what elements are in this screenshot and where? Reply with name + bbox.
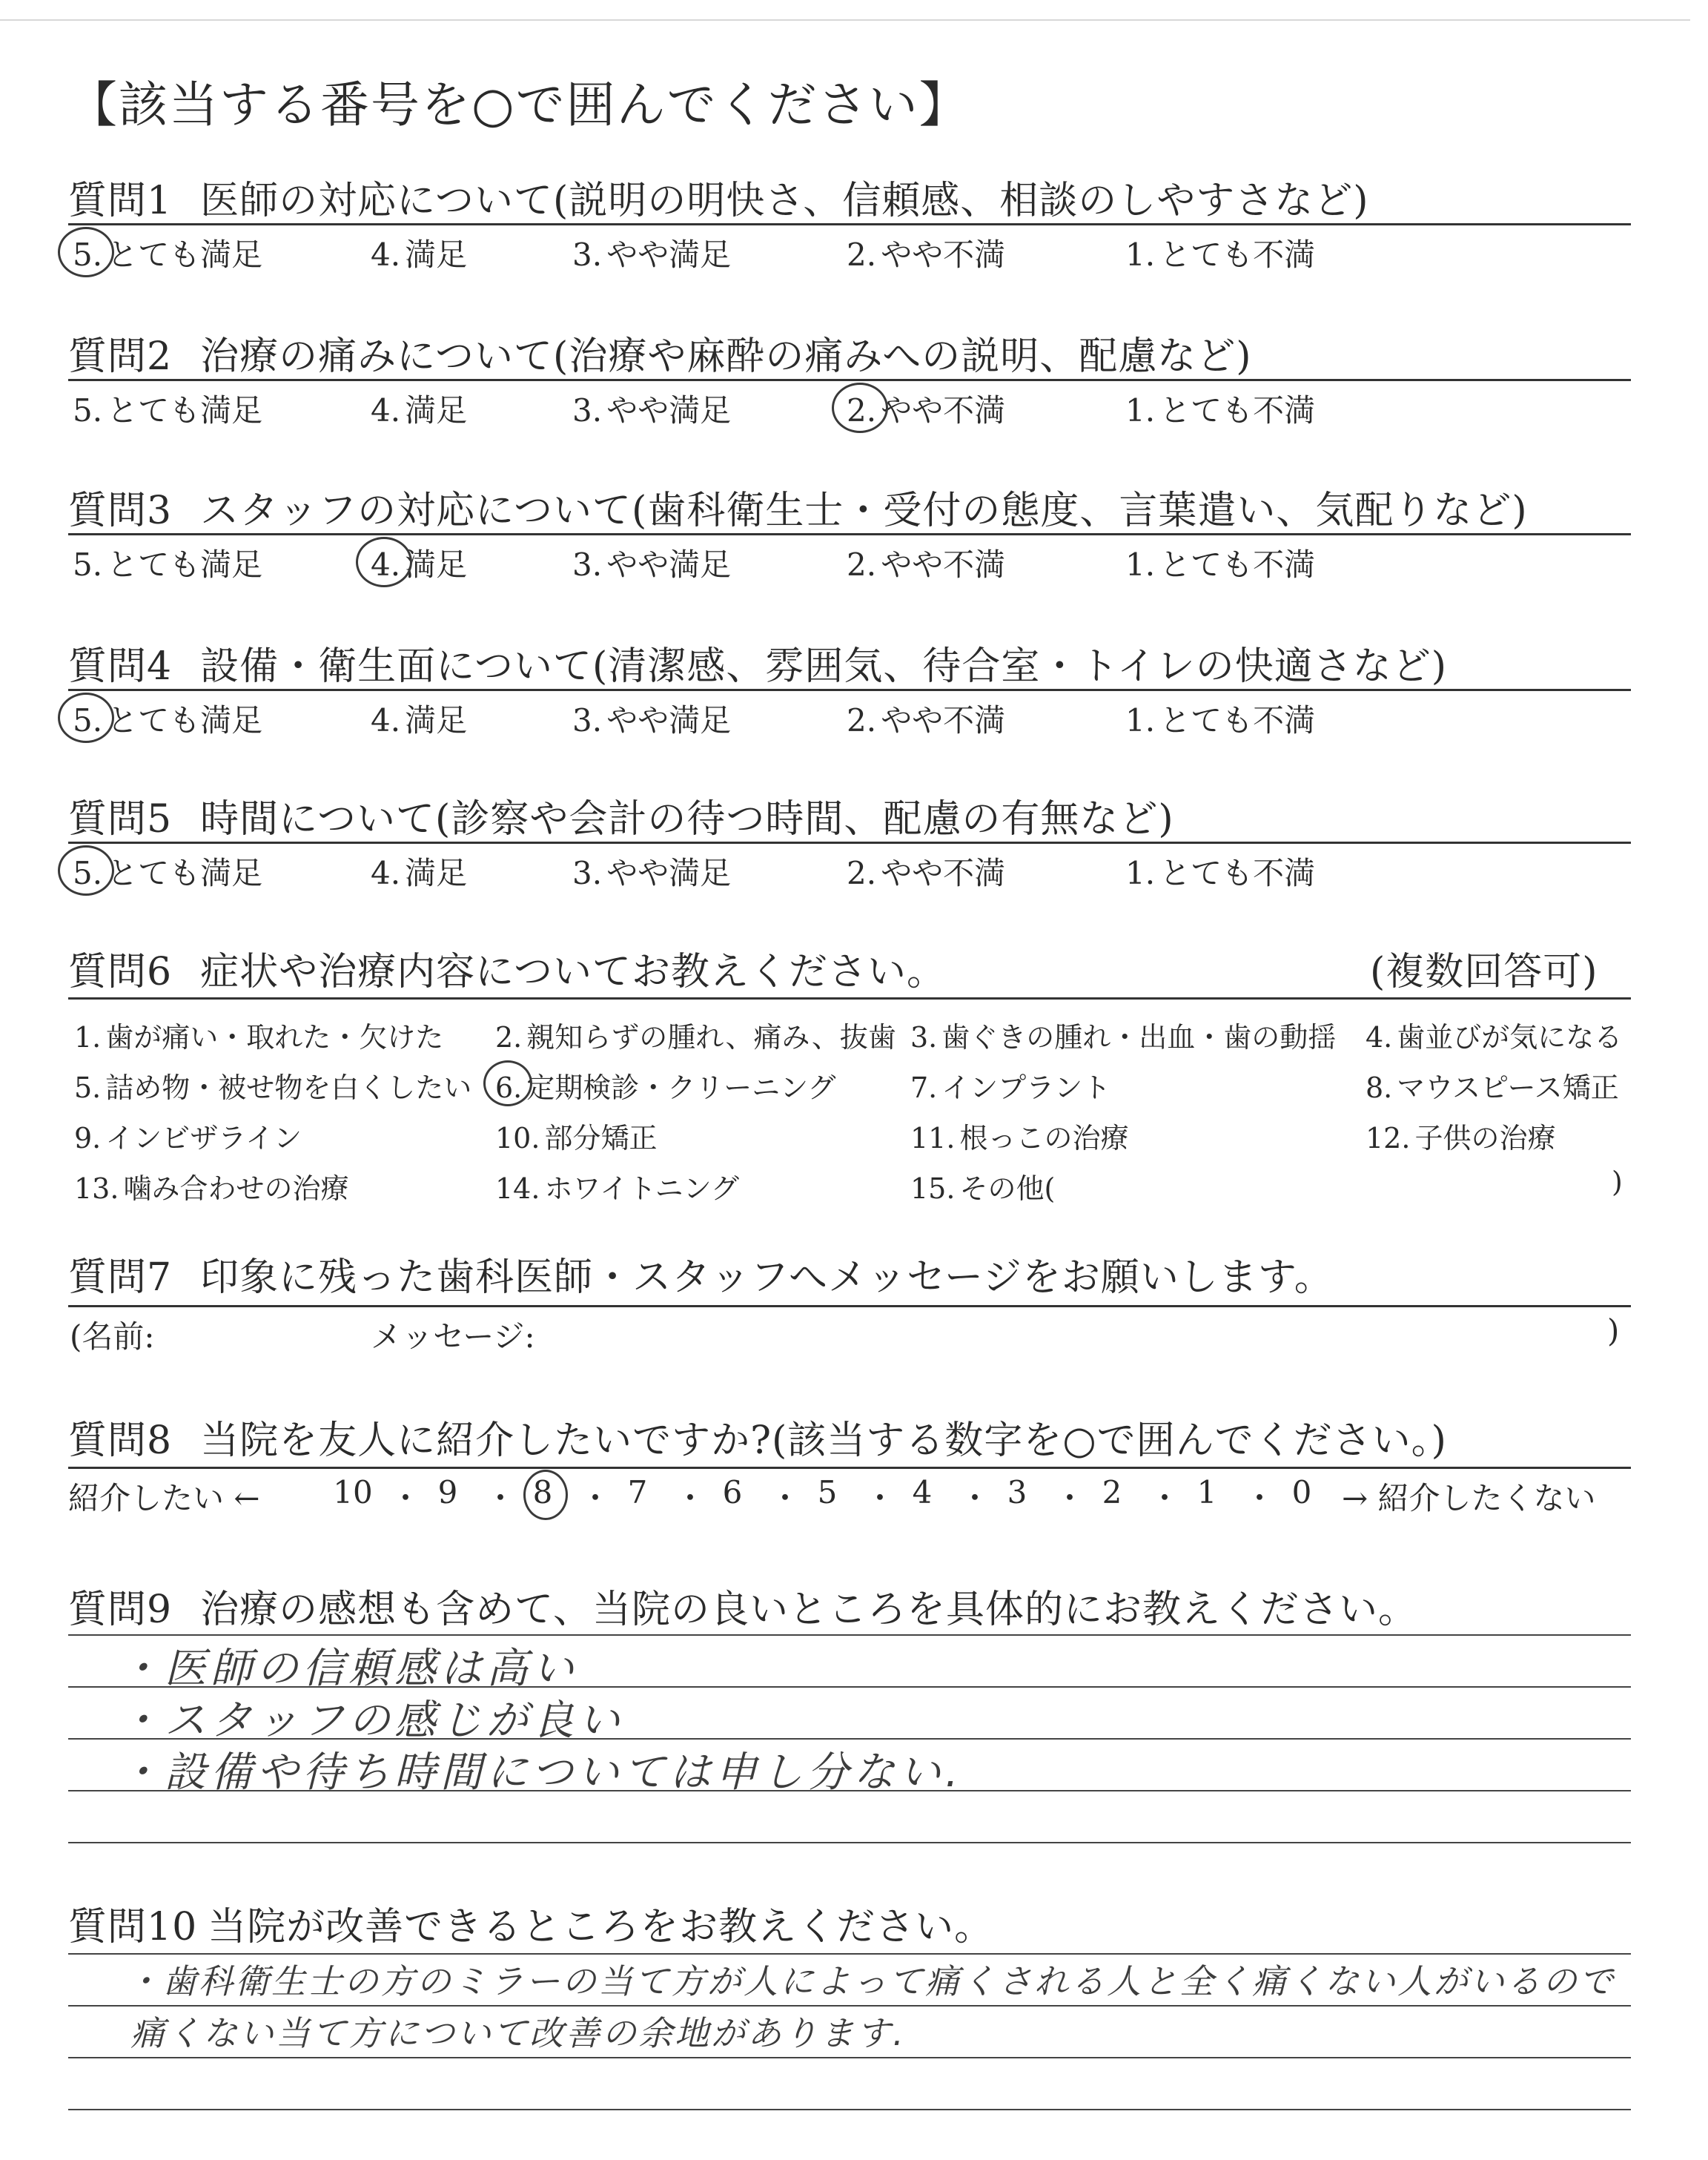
scale-value[interactable]: 4 xyxy=(912,1474,933,1510)
rating-option[interactable] xyxy=(572,541,731,585)
option-number: 1. xyxy=(74,1021,102,1054)
option-label: とても不満 xyxy=(1159,855,1316,891)
scale-dot: ・ xyxy=(485,1480,517,1516)
option-label: 根っこの治療 xyxy=(959,1122,1129,1155)
scale-dot: ・ xyxy=(1149,1480,1181,1516)
option-number: 2. xyxy=(495,1021,523,1054)
scale-value[interactable]: 3 xyxy=(1007,1474,1027,1510)
option-number: 3. xyxy=(572,855,603,891)
page-heading: 【該当する番号を○で囲んでください】 xyxy=(68,76,970,133)
option-label: ) xyxy=(1612,1166,1623,1198)
option-label: やや不満 xyxy=(881,546,1006,583)
question-number: 質問1 xyxy=(68,179,173,223)
symptom-option[interactable] xyxy=(910,1065,1110,1106)
option-label: とても不満 xyxy=(1159,237,1316,273)
option-number: 14. xyxy=(495,1172,540,1205)
symptom-option[interactable] xyxy=(74,1166,348,1206)
question-rule xyxy=(68,997,1631,1000)
question-text: スタッフの対応について(歯科衛生士・受付の態度、言葉遣い、気配りなど) xyxy=(200,489,1528,533)
scale-dot: ・ xyxy=(1054,1480,1086,1516)
option-label: とても満足 xyxy=(107,546,263,583)
option-number: 2. xyxy=(847,237,877,273)
scale-dot: ・ xyxy=(1244,1480,1276,1516)
option-label: とても不満 xyxy=(1159,546,1316,583)
symptom-option[interactable] xyxy=(495,1115,657,1156)
option-label: やや満足 xyxy=(606,855,732,891)
option-number: 5. xyxy=(74,1071,102,1104)
option-label: 満足 xyxy=(405,237,468,273)
symptom-option[interactable] xyxy=(1366,1115,1555,1156)
question-number: 質問8 xyxy=(68,1418,173,1463)
option-number: 2. xyxy=(847,392,877,429)
option-label: マウスピース矯正 xyxy=(1397,1071,1619,1104)
rating-option[interactable] xyxy=(1125,541,1315,585)
scale-value[interactable]: 10 xyxy=(333,1474,373,1510)
scale-dot: ・ xyxy=(769,1480,801,1516)
option-label: とても満足 xyxy=(107,237,263,273)
option-number: 4. xyxy=(371,855,401,891)
option-label: ホワイトニング xyxy=(544,1172,740,1205)
selection-circle xyxy=(58,227,114,277)
writing-line xyxy=(68,2057,1631,2058)
question-rule xyxy=(68,842,1631,844)
multiple-answers-note: (複数回答可) xyxy=(1370,950,1598,994)
option-number: 6. xyxy=(495,1071,523,1104)
question-text: 時間について(診察や会計の待つ時間、配慮の有無など) xyxy=(200,797,1174,842)
option-number: 4. xyxy=(371,237,401,273)
writing-line xyxy=(68,2109,1631,2110)
rating-option[interactable] xyxy=(371,231,467,275)
option-label: その他( xyxy=(959,1172,1056,1205)
question-1-title xyxy=(68,169,1369,225)
question-number: 質問5 xyxy=(68,797,173,842)
question-text: 印象に残った歯科医師・スタッフへメッセージをお願いします。 xyxy=(200,1255,1334,1300)
question-number: 質問4 xyxy=(68,644,173,689)
option-number: 1. xyxy=(1125,546,1156,583)
symptom-option[interactable] xyxy=(495,1014,896,1055)
recommend-left-label: 紹介したい ← xyxy=(68,1480,260,1516)
rating-option[interactable] xyxy=(1125,231,1315,275)
question-10-title xyxy=(68,1895,993,1951)
question-text: 治療の感想も含めて、当院の良いところを具体的にお教えください。 xyxy=(200,1588,1418,1632)
symptom-option[interactable] xyxy=(910,1014,1336,1055)
option-number: 12. xyxy=(1366,1122,1411,1155)
option-label: とても満足 xyxy=(107,702,263,739)
handwritten-answer: ・設備や待ち時間については申し分ない. xyxy=(119,1748,963,1797)
option-label: 歯が痛い・取れた・欠けた xyxy=(105,1021,444,1054)
option-number: 5. xyxy=(73,546,103,583)
handwritten-answer: ・医師の信頼感は高い xyxy=(119,1645,578,1693)
scale-value[interactable]: 9 xyxy=(437,1474,458,1510)
option-label: とても不満 xyxy=(1159,702,1316,739)
rating-option[interactable] xyxy=(1125,696,1315,741)
rating-option[interactable] xyxy=(73,386,262,431)
option-label: インプラント xyxy=(941,1071,1111,1104)
option-number: 4. xyxy=(371,546,401,583)
question-3-title xyxy=(68,479,1528,535)
rating-option[interactable] xyxy=(572,849,731,894)
symptom-option xyxy=(1607,1166,1623,1198)
option-number: 5. xyxy=(73,237,103,273)
symptom-option[interactable] xyxy=(74,1014,443,1055)
option-number: 3. xyxy=(910,1021,938,1054)
option-number: 5. xyxy=(73,392,103,429)
option-number: 2. xyxy=(847,546,877,583)
question-text: 症状や治療内容についてお教えください。 xyxy=(200,950,947,994)
option-number: 1. xyxy=(1125,237,1156,273)
question-9-title xyxy=(68,1578,1417,1634)
question-rule xyxy=(68,689,1631,691)
rating-option[interactable] xyxy=(572,696,731,741)
option-number: 5. xyxy=(73,855,103,891)
symptom-option[interactable] xyxy=(495,1065,836,1106)
option-number: 9. xyxy=(74,1122,102,1155)
selection-circle xyxy=(356,537,412,587)
option-number: 2. xyxy=(847,855,877,891)
selection-circle xyxy=(523,1470,568,1520)
option-label: とても満足 xyxy=(107,855,263,891)
question-number: 質問10 xyxy=(68,1905,198,1949)
rating-option[interactable] xyxy=(572,386,731,431)
option-label: インビザライン xyxy=(105,1122,302,1155)
option-number: 7. xyxy=(910,1071,938,1104)
option-label: やや不満 xyxy=(881,855,1006,891)
question-number: 質問7 xyxy=(68,1255,173,1300)
option-label: 歯並びが気になる xyxy=(1397,1021,1623,1054)
scale-value[interactable]: 7 xyxy=(627,1474,648,1510)
option-label: やや満足 xyxy=(606,702,732,739)
handwritten-answer: ・スタッフの感じが良い xyxy=(119,1697,624,1745)
option-label: 満足 xyxy=(405,702,468,739)
question-5-title xyxy=(68,787,1174,843)
option-number: 1. xyxy=(1125,855,1156,891)
selection-circle xyxy=(483,1060,532,1106)
option-label: 詰め物・被せ物を白くしたい xyxy=(105,1071,472,1104)
scale-value[interactable]: 6 xyxy=(722,1474,743,1510)
option-number: 4. xyxy=(1366,1021,1393,1054)
option-number: 15. xyxy=(910,1172,956,1205)
scale-dot: ・ xyxy=(864,1480,896,1516)
option-number: 4. xyxy=(371,392,401,429)
option-label: とても満足 xyxy=(107,392,263,429)
option-label: 満足 xyxy=(405,392,468,429)
question-number: 質問6 xyxy=(68,950,173,994)
scan-edge xyxy=(0,19,1690,21)
handwritten-answer: 痛くない当て方について改善の余地があります. xyxy=(130,2013,906,2053)
question-text: 当院を友人に紹介したいですか?(該当する数字を○で囲んでください。) xyxy=(200,1418,1447,1463)
scale-value[interactable]: 1 xyxy=(1196,1474,1217,1510)
option-label: 満足 xyxy=(405,855,468,891)
question-rule xyxy=(68,223,1631,225)
rating-option[interactable] xyxy=(371,849,467,894)
symptom-option[interactable] xyxy=(910,1166,1055,1206)
rating-option[interactable] xyxy=(572,231,731,275)
option-number: 10. xyxy=(495,1122,540,1155)
option-label: 歯ぐきの腫れ・出血・歯の動揺 xyxy=(941,1021,1337,1054)
option-label: 噛み合わせの治療 xyxy=(123,1172,349,1205)
option-number: 3. xyxy=(572,392,603,429)
question-4-title xyxy=(68,635,1447,690)
question-8-title xyxy=(68,1409,1447,1464)
option-label: やや不満 xyxy=(881,702,1006,739)
scale-dot: ・ xyxy=(580,1480,612,1516)
option-label: 定期検診・クリーニング xyxy=(526,1071,836,1104)
rating-option[interactable] xyxy=(1125,386,1315,431)
option-number: 5. xyxy=(73,702,103,739)
selection-circle xyxy=(832,383,888,433)
option-number: 2. xyxy=(847,702,877,739)
question-7-title xyxy=(68,1246,1334,1301)
rating-option[interactable] xyxy=(847,696,1005,741)
question-number: 質問2 xyxy=(68,334,173,379)
rating-option[interactable] xyxy=(371,696,467,741)
option-label: 親知らずの腫れ、痛み、抜歯 xyxy=(526,1021,896,1054)
rating-option[interactable] xyxy=(847,541,1005,585)
selection-circle xyxy=(58,845,114,896)
symptom-option[interactable] xyxy=(495,1166,739,1206)
scale-value[interactable]: 2 xyxy=(1102,1474,1122,1510)
symptom-option[interactable] xyxy=(910,1115,1128,1156)
question-text: 治療の痛みについて(治療や麻酔の痛みへの説明、配慮など) xyxy=(200,334,1252,379)
message-label: メッセージ: xyxy=(371,1318,535,1355)
option-label: 満足 xyxy=(405,546,468,583)
option-label: 部分矯正 xyxy=(544,1122,658,1155)
question-rule xyxy=(68,379,1631,381)
question-rule xyxy=(68,1305,1631,1307)
question-rule xyxy=(68,533,1631,535)
recommend-right-label: → 紹介したくない xyxy=(1342,1480,1596,1516)
selection-circle xyxy=(58,693,114,743)
option-label: やや満足 xyxy=(606,237,732,273)
symptom-option[interactable] xyxy=(1366,1065,1619,1106)
question-text: 設備・衛生面について(清潔感、雰囲気、待合室・トイレの快適さなど) xyxy=(200,644,1448,689)
option-label: やや不満 xyxy=(881,392,1006,429)
option-number: 1. xyxy=(1125,702,1156,739)
handwritten-answer: ・歯科衛生士の方のミラーの当て方が人によって痛くされる人と全く痛くない人がいるので xyxy=(126,1961,1615,2001)
option-number: 3. xyxy=(572,546,603,583)
symptom-option[interactable] xyxy=(1366,1014,1622,1055)
scale-value[interactable]: 5 xyxy=(817,1474,838,1510)
option-number: 3. xyxy=(572,237,603,273)
rating-option[interactable] xyxy=(1125,849,1315,894)
scale-dot: ・ xyxy=(675,1480,706,1516)
option-label: やや不満 xyxy=(881,237,1006,273)
scale-value[interactable]: 8 xyxy=(532,1474,553,1510)
option-number: 3. xyxy=(572,702,603,739)
name-label: (名前: xyxy=(70,1318,155,1355)
close-paren: ) xyxy=(1607,1312,1620,1349)
scale-dot: ・ xyxy=(959,1480,991,1516)
rating-option[interactable] xyxy=(73,541,262,585)
question-text: 医師の対応について(説明の明快さ、信頼感、相談のしやすさなど) xyxy=(200,179,1369,223)
option-label: とても不満 xyxy=(1159,392,1316,429)
symptom-option[interactable] xyxy=(74,1065,471,1106)
rating-option[interactable] xyxy=(847,849,1005,894)
question-number: 質問9 xyxy=(68,1588,173,1632)
question-rule xyxy=(68,1467,1631,1469)
question-text: 当院が改善できるところをお教えください。 xyxy=(208,1905,994,1949)
rating-option[interactable] xyxy=(847,231,1005,275)
scale-dot: ・ xyxy=(390,1480,422,1516)
rating-option[interactable] xyxy=(371,386,467,431)
option-number: 11. xyxy=(910,1122,956,1155)
option-number: 13. xyxy=(74,1172,119,1205)
writing-line xyxy=(68,1842,1631,1843)
question-6-title xyxy=(68,940,946,996)
symptom-option[interactable] xyxy=(74,1115,302,1156)
option-label: 子供の治療 xyxy=(1414,1122,1556,1155)
question-2-title xyxy=(68,325,1252,380)
option-label: やや満足 xyxy=(606,546,732,583)
question-number: 質問3 xyxy=(68,489,173,533)
option-number: 4. xyxy=(371,702,401,739)
scale-value[interactable]: 0 xyxy=(1291,1474,1312,1510)
option-number: 8. xyxy=(1366,1071,1393,1104)
option-label: やや満足 xyxy=(606,392,732,429)
option-number: 1. xyxy=(1125,392,1156,429)
